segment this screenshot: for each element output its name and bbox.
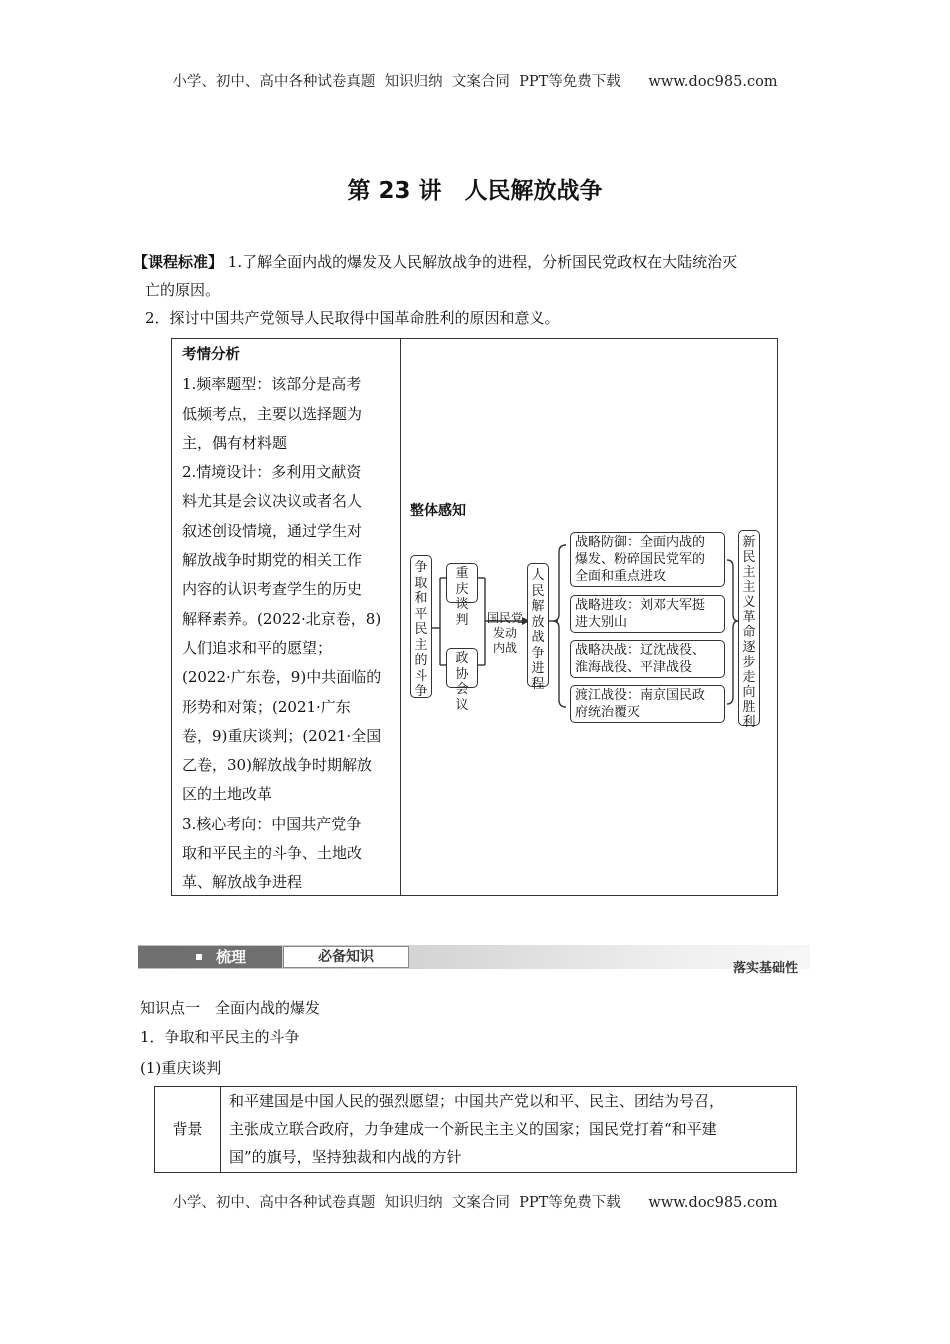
- background-text: [229, 1087, 791, 1171]
- exam-analysis-heading: 考情分析: [182, 347, 240, 363]
- table-divider: [220, 1087, 221, 1172]
- civil-war-text-line: 国民党: [486, 611, 523, 625]
- box-line: 淮海战役、平津战役: [575, 660, 693, 675]
- exam-line: 叙述创设情境，通过学生对: [182, 521, 363, 540]
- section-banner: [138, 945, 810, 976]
- exam-line: 区的土地改革: [182, 785, 273, 804]
- exam-line: 主，偶有材料题: [182, 433, 288, 452]
- course-standard-item1-cont: 亡的原因。: [145, 281, 221, 299]
- page-header: 小学、初中、高中各种试卷真题 知识归纳 文案合同 PPT等免费下载 www.doc985.com: [172, 74, 778, 90]
- box-strategic-defense: [570, 532, 725, 587]
- box-liberation-war-progress: 人 民 解 放 战 争 进 程: [527, 563, 549, 687]
- exam-line: 取和平民主的斗争、土地改: [182, 844, 363, 863]
- civil-war-text: [484, 611, 526, 656]
- square-bullet-icon: [196, 954, 202, 960]
- exam-line: 内容的认识考查学生的历史: [182, 580, 363, 599]
- exam-line: 低频考点，主要以选择题为: [182, 404, 363, 423]
- knowledge-point-heading: 知识点一 全面内战的爆发: [140, 999, 321, 1017]
- exam-line: 乙卷，30)解放战争时期解放: [182, 756, 372, 775]
- box-yangtze-crossing: [570, 685, 725, 723]
- civil-war-text-line: 内战: [492, 641, 517, 655]
- background-label: 背景: [172, 1120, 203, 1138]
- box-line: 战略决战：辽沈战役、: [575, 643, 706, 658]
- subheading-2: (1)重庆谈判: [140, 1059, 222, 1077]
- exam-line: 人们追求和平的愿望；: [182, 638, 333, 657]
- box-pcc-conference: 政 协 会 议: [446, 648, 478, 688]
- background-line: 国”的旗号，坚持独裁和内战的方针: [229, 1148, 462, 1166]
- civil-war-text-line: 发动: [492, 626, 517, 640]
- box-line: 全面和重点进攻: [575, 569, 667, 584]
- box-peace-democracy-struggle: 争 取 和 平 民 主 的 斗 争: [410, 555, 432, 698]
- exam-line: 解释素养。(2022·北京卷，8): [182, 609, 382, 628]
- banner-label-foundation: 落实基础性: [732, 961, 798, 976]
- exam-line: 革、解放战争进程: [182, 873, 303, 892]
- background-line: 主张成立联合政府，力争建成一个新民主主义的国家；国民党打着“和平建: [229, 1120, 717, 1138]
- box-new-democratic-revolution-victory: 新 民 主 主 义 革 命 逐 步 走 向 胜 利: [738, 530, 760, 726]
- page-footer: 小学、初中、高中各种试卷真题 知识归纳 文案合同 PPT等免费下载 www.doc985.com: [172, 1195, 778, 1211]
- exam-line: 解放战争时期党的相关工作: [182, 551, 363, 570]
- banner-label-sort: 梳理: [216, 948, 247, 966]
- exam-line: 料尤其是会议决议或者名人: [182, 492, 363, 511]
- exam-line: 卷，9)重庆谈判；(2021·全国: [182, 726, 382, 745]
- box-chongqing-negotiation: 重 庆 谈 判: [446, 563, 478, 603]
- banner-label-essential: 必备知识: [283, 946, 409, 968]
- background-table: [154, 1086, 797, 1173]
- page-title: 第 23 讲 人民解放战争: [347, 178, 603, 204]
- box-line: 爆发、粉碎国民党军的: [575, 552, 706, 567]
- course-standard-item2: 2．探讨中国共产党领导人民取得中国革命胜利的原因和意义。: [145, 309, 560, 327]
- box-strategic-decisive: [570, 640, 725, 678]
- box-strategic-offense: [570, 595, 725, 633]
- overview-label: 整体感知: [410, 503, 466, 519]
- box-line: 战略防御：全面内战的: [575, 535, 706, 550]
- exam-line: 2.情境设计：多利用文献资: [182, 463, 362, 482]
- box-line: 进大别山: [575, 615, 628, 630]
- box-line: 渡江战役：南京国民政: [575, 688, 706, 703]
- exam-line: 3.核心考向：中国共产党争: [182, 814, 362, 833]
- box-line: 府统治覆灭: [575, 705, 641, 720]
- box-line: 战略进攻：刘邓大军挺: [575, 598, 706, 613]
- exam-line: 1.频率题型：该部分是高考: [182, 375, 362, 394]
- banner-dark-block: [138, 946, 282, 968]
- course-standard-item1: 1.了解全面内战的爆发及人民解放战争的进程，分析国民党政权在大陆统治灭: [227, 253, 738, 271]
- exam-line: 形势和对策；(2021·广东: [182, 697, 351, 716]
- exam-line: (2022·广东卷，9)中共面临的: [182, 668, 382, 687]
- background-line: 和平建国是中国人民的强烈愿望；中国共产党以和平、民主、团结为号召，: [229, 1092, 725, 1110]
- subheading-1: 1．争取和平民主的斗争: [140, 1028, 300, 1046]
- course-standard-label: 【课程标准】: [133, 253, 224, 271]
